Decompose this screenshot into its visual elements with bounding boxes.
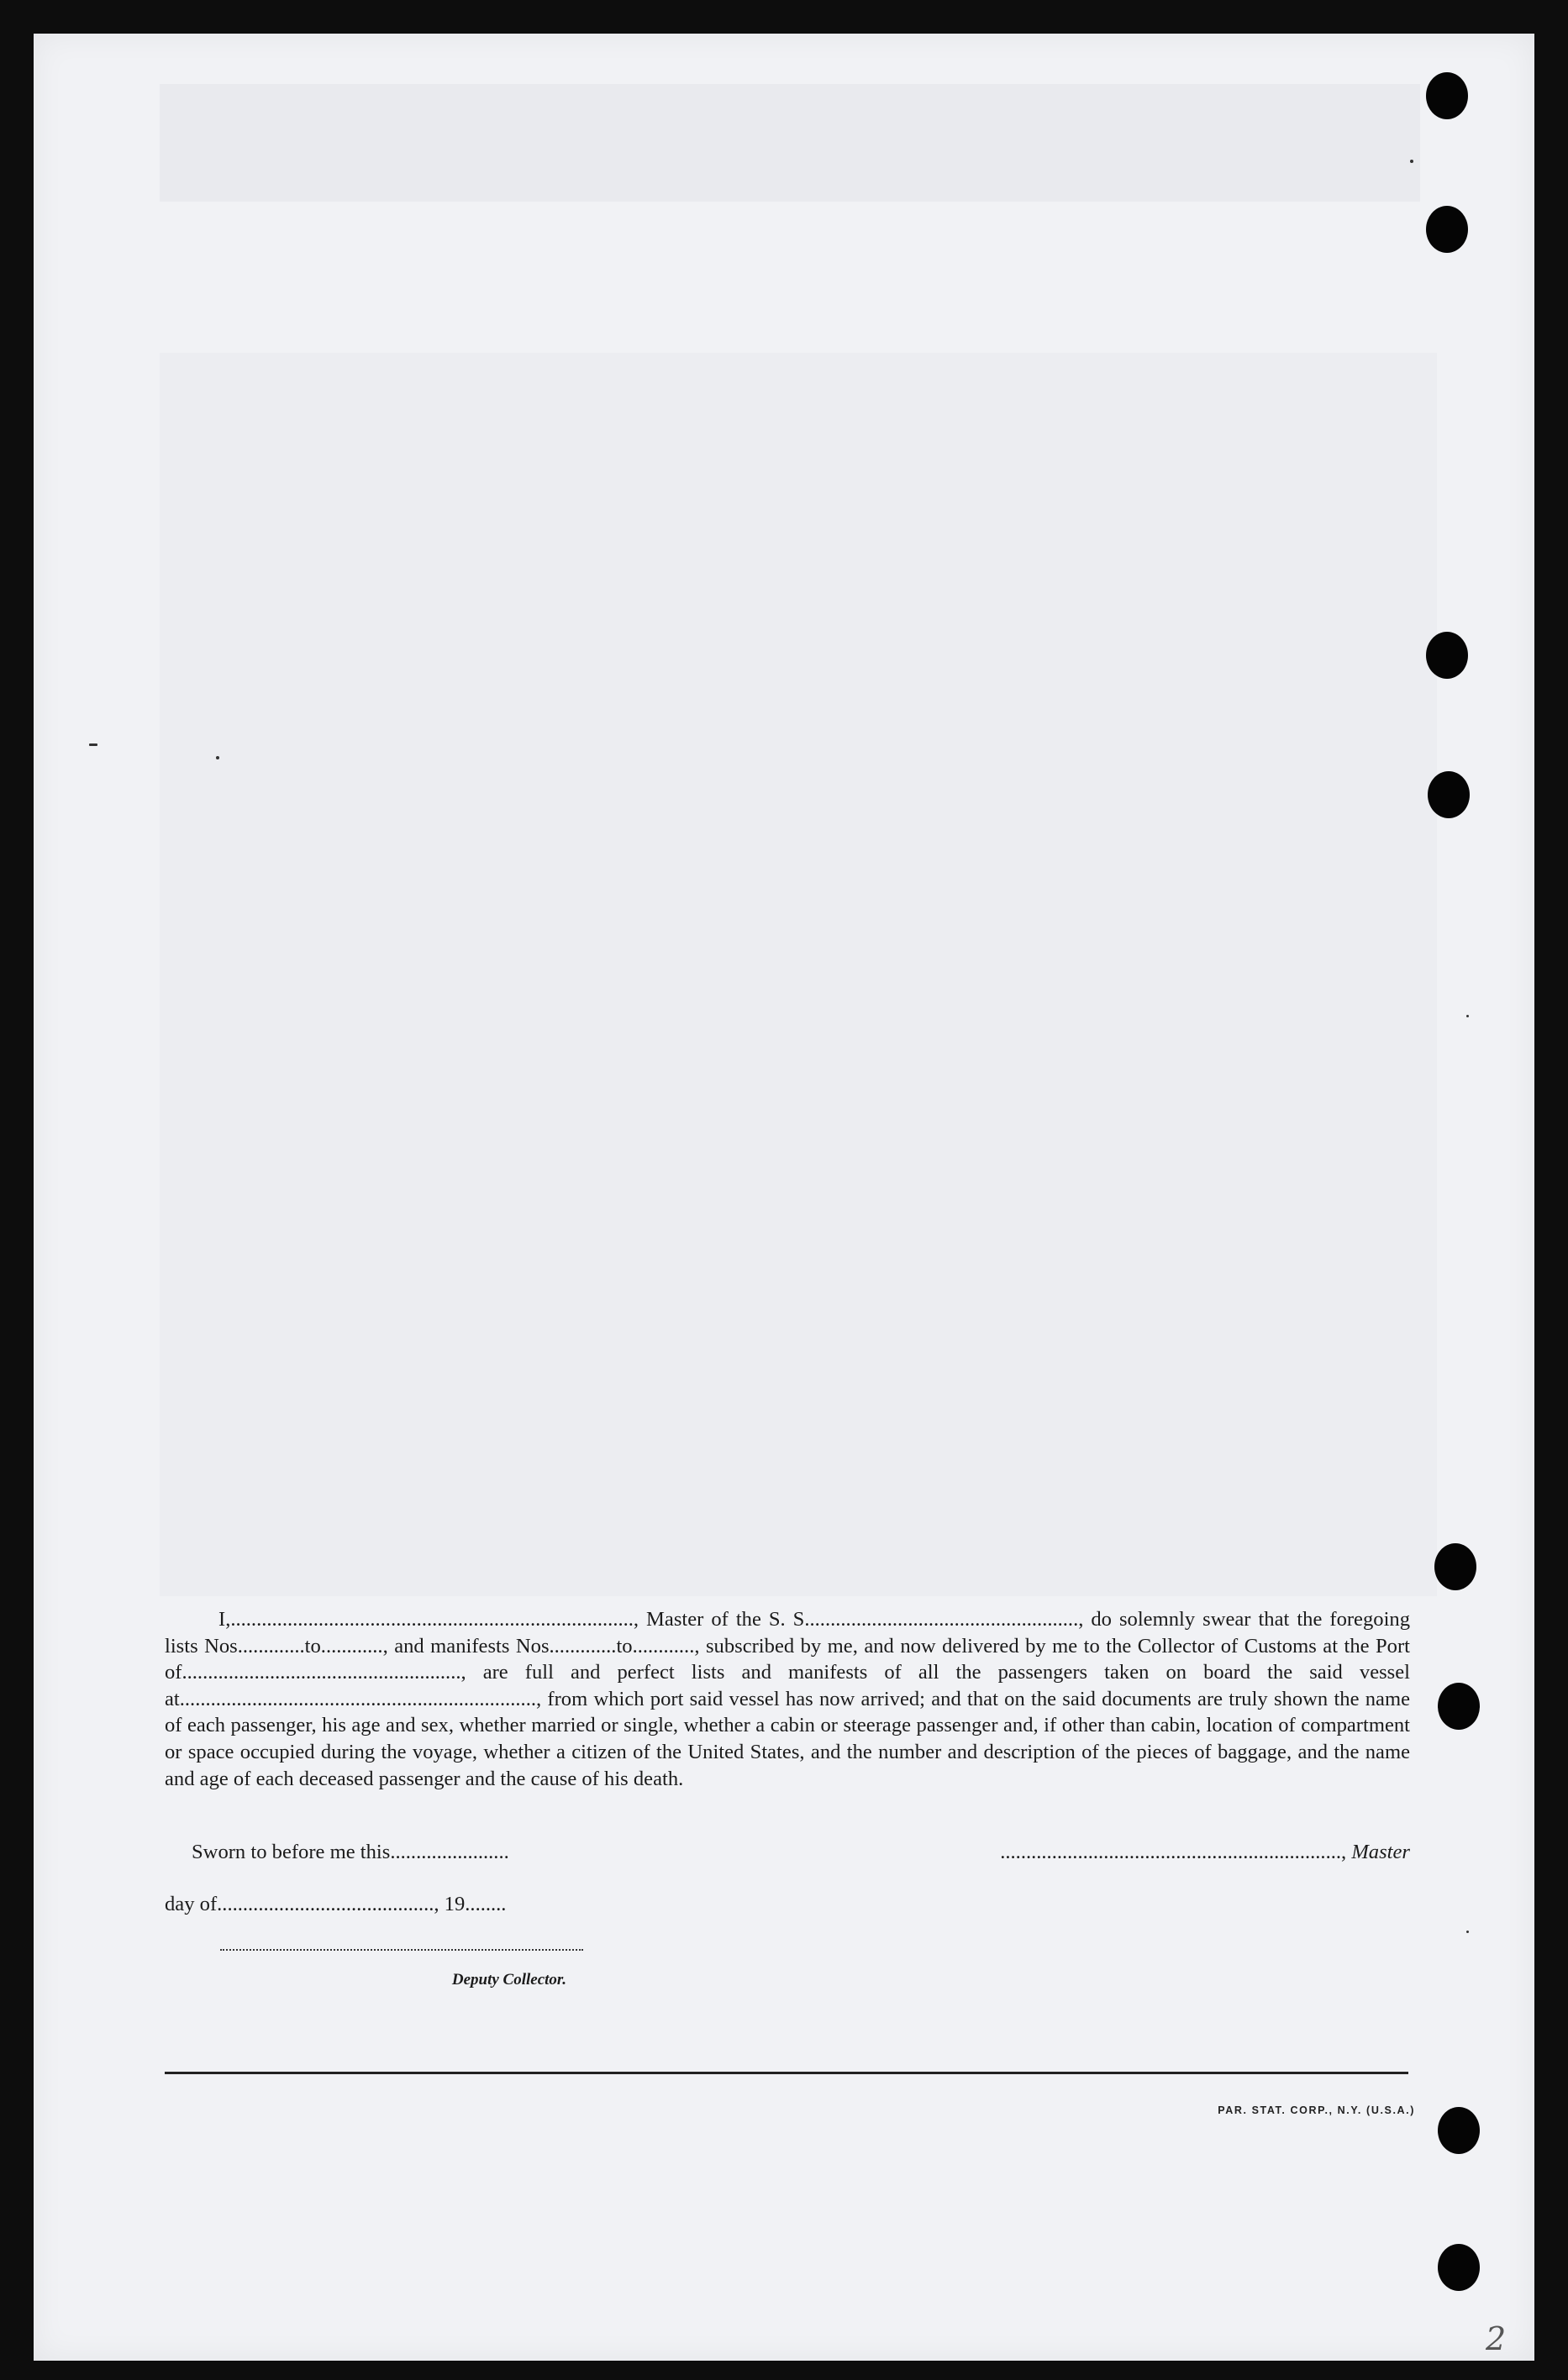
- sworn-before-line: Sworn to before me this.......................: [192, 1841, 509, 1863]
- binder-hole: [1426, 632, 1468, 679]
- binder-hole: [1438, 2107, 1480, 2154]
- binder-hole: [1426, 72, 1468, 119]
- deputy-collector-label: Deputy Collector.: [451, 1971, 566, 1989]
- paper-speck: [1466, 1015, 1469, 1017]
- master-signature-dots: ..................................................................,: [1000, 1841, 1352, 1863]
- page-number-mark: 2: [1486, 2320, 1507, 2357]
- binder-hole: [1434, 1543, 1476, 1590]
- paper-speck: [1410, 160, 1413, 163]
- deputy-signature-line: [220, 1949, 583, 1951]
- master-label: Master: [1351, 1841, 1410, 1863]
- oath-paragraph: [165, 1606, 1410, 1792]
- binder-hole: [1438, 2244, 1480, 2291]
- paper-speck: [89, 743, 97, 746]
- printer-imprint: PAR. STAT. CORP., N.Y. (U.S.A.): [1218, 2104, 1415, 2116]
- bleed-through-ghost: [160, 84, 1420, 202]
- day-of-line: day of.........................................., 19........: [165, 1893, 507, 1915]
- paper-speck: [216, 756, 219, 759]
- paper-speck: [1466, 1931, 1469, 1933]
- binder-hole: [1426, 206, 1468, 253]
- master-signature-line: [897, 1841, 1410, 1864]
- oath-text: I,.............................................................................., Master of the S. S....................................................., do solemnly swear that the foregoing lists Nos.............to............, and manifests Nos.............to............, subscribed by me, and now delivered by me to the Collector of Customs at the Port of......................................................, are full and perfect lists and manifests of all the passengers taken on board the said vessel at....................................................................., from which port said vessel has now arrived; and that on the said documents are truly shown the name of each passenger, his age and sex, whether married or single, whether a cabin or steerage passenger and, if other than cabin, location of compartment or space occupied during the voyage, whether a citizen of the United States, and the number and description of the pieces of baggage, and the name and age of each deceased passenger and the cause of his death.: [165, 1608, 1410, 1790]
- bleed-through-ghost: [160, 353, 1437, 1596]
- binder-hole: [1438, 1683, 1480, 1730]
- binder-hole: [1428, 771, 1470, 818]
- horizontal-rule: [165, 2072, 1408, 2074]
- document-page: [34, 34, 1534, 2361]
